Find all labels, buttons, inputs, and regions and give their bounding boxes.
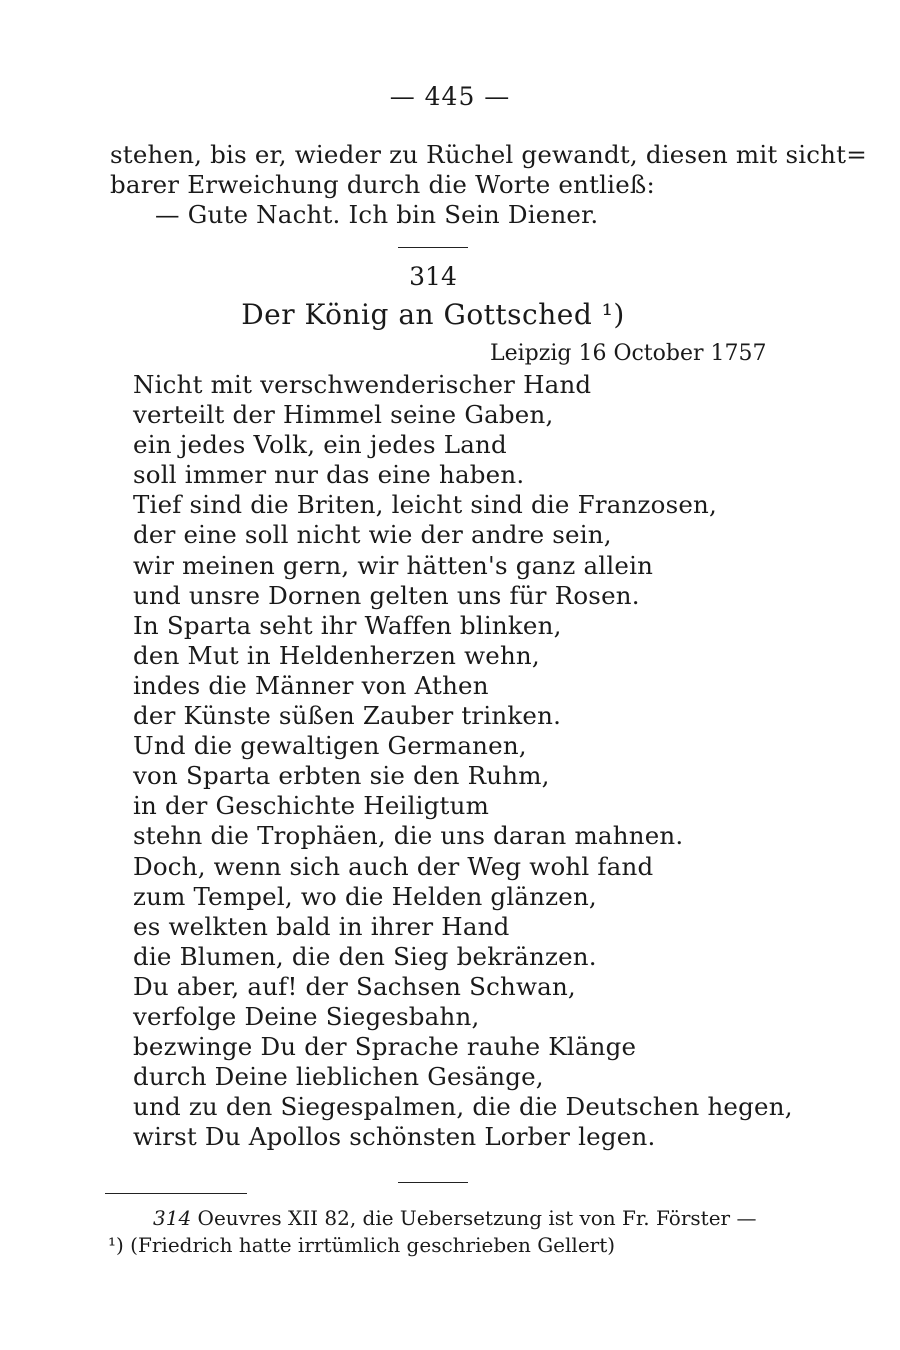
footnote-1: ¹) (Friedrich hatte irrtümlich geschrieben Gellert): [108, 1233, 616, 1257]
poem-line: die Blumen, die den Sieg bekränzen.: [133, 941, 597, 971]
poem-line: wir meinen gern, wir hätten's ganz allein: [133, 550, 654, 580]
poem-line: und zu den Siegespalmen, die die Deutschen hegen,: [133, 1092, 793, 1122]
poem-line: verfolge Deine Siegesbahn,: [133, 1001, 480, 1031]
poem-line: Du aber, auf! der Sachsen Schwan,: [133, 971, 576, 1001]
poem-line: In Sparta seht ihr Waffen blinken,: [133, 610, 562, 640]
poem-line: durch Deine lieblichen Gesänge,: [133, 1062, 544, 1092]
prose-line: barer Erweichung durch die Worte entließ:: [110, 170, 655, 199]
poem-line: es welkten bald in ihrer Hand: [133, 911, 510, 941]
poem-line: der eine soll nicht wie der andre sein,: [133, 520, 612, 550]
footnote-314: [108, 1205, 768, 1232]
poem-line: der Künste süßen Zauber trinken.: [133, 701, 562, 731]
poem-body: [133, 370, 793, 1152]
poem-line: stehn die Trophäen, die uns daran mahnen.: [133, 821, 684, 851]
footnote-number: 314: [153, 1206, 192, 1230]
poem-line: bezwinge Du der Sprache rauhe Klänge: [133, 1032, 637, 1062]
footnote-rule: [105, 1193, 247, 1194]
section-number: 314: [409, 262, 457, 291]
poem-line: indes die Männer von Athen: [133, 670, 489, 700]
poem-line: ein jedes Volk, ein jedes Land: [133, 430, 507, 460]
poem-line: soll immer nur das eine haben.: [133, 460, 525, 490]
footnotes: [108, 1205, 768, 1259]
poem-line: in der Geschichte Heiligtum: [133, 791, 490, 821]
poem-line: zum Tempel, wo die Helden glänzen,: [133, 881, 597, 911]
page-number: — 445 —: [389, 82, 511, 111]
footnote-text: Oeuvres XII 82, die Uebersetzung ist von Fr. Förster —: [191, 1206, 757, 1230]
poem-line: Doch, wenn sich auch der Weg wohl fand: [133, 851, 654, 881]
poem-line: Und die gewaltigen Germanen,: [133, 731, 527, 761]
section-divider: [398, 247, 468, 248]
prose-continuation: [110, 140, 867, 230]
prose-line: — Gute Nacht. Ich bin Sein Diener.: [155, 200, 599, 229]
end-divider: [398, 1182, 468, 1183]
poem-line: den Mut in Heldenherzen wehn,: [133, 640, 540, 670]
poem-line: von Sparta erbten sie den Ruhm,: [133, 761, 550, 791]
poem-line: Nicht mit verschwenderischer Hand: [133, 370, 592, 399]
poem-line: verteilt der Himmel seine Gaben,: [133, 400, 554, 430]
poem-line: Tief sind die Briten, leicht sind die Franzosen,: [133, 490, 718, 520]
poem-title: Der König an Gottsched ¹): [241, 298, 625, 331]
poem-line: wirst Du Apollos schönsten Lorber legen.: [133, 1122, 656, 1152]
poem-line: und unsre Dornen gelten uns für Rosen.: [133, 580, 640, 610]
prose-line: stehen, bis er, wieder zu Rüchel gewandt, diesen mit sicht=: [110, 140, 867, 169]
dateline: Leipzig 16 October 1757: [490, 341, 767, 366]
